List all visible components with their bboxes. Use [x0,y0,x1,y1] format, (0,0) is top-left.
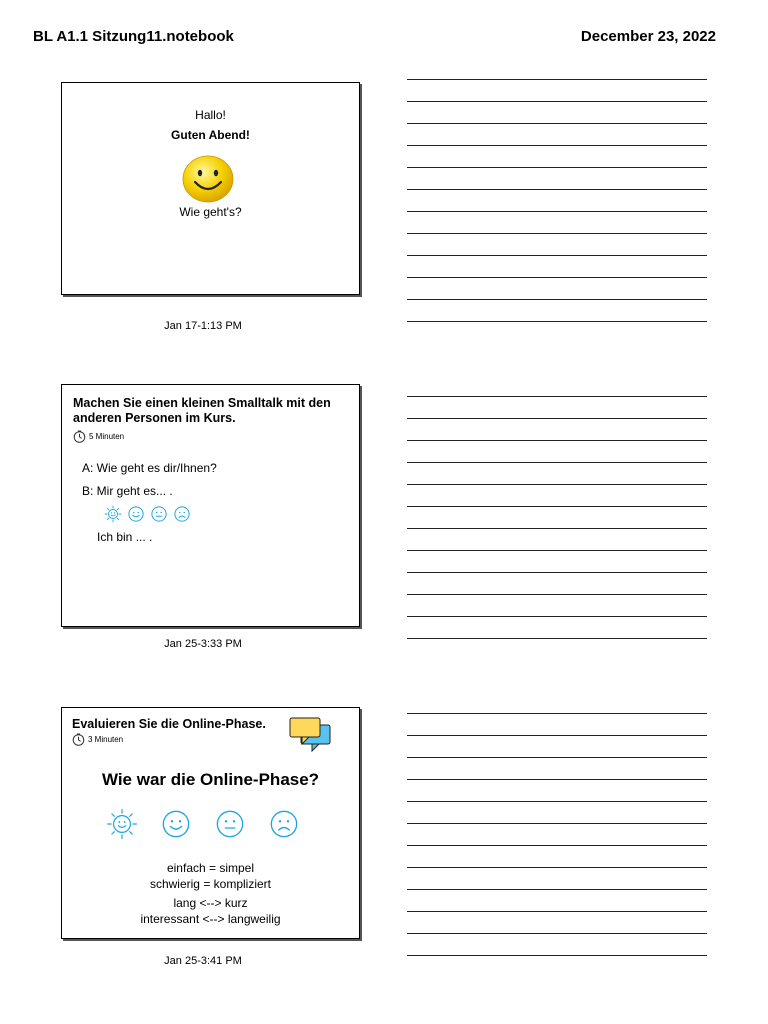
sunny-smile-icon [104,505,122,523]
slide-2[interactable] [61,384,360,627]
slide-3-timestamp: Jan 25-3:41 PM [164,955,242,967]
evaluation-question: Wie war die Online-Phase? [101,770,320,789]
dialogue-line-b: B: Mir geht es... . [82,484,173,498]
ich-bin-text: Ich bin ... . [97,530,153,544]
evening-greeting: Guten Abend! [171,128,250,142]
timer [72,733,123,746]
smiley-face-icon [182,155,234,203]
slide-1-timestamp: Jan 17-1:13 PM [164,320,242,332]
vocab-pair: schwierig = kompliziert [149,877,272,891]
timer-label: 5 Minuten [89,432,125,441]
vocab-pair: lang <--> kurz [173,896,248,910]
clock-icon [72,733,85,746]
sad-face-icon [268,808,300,840]
slide-3[interactable] [61,707,360,939]
clock-icon [73,430,86,443]
greeting-text: Hallo! [195,108,226,122]
document-title: BL A1.1 Sitzung11.notebook [33,28,234,45]
slide-2-timestamp: Jan 25-3:33 PM [164,638,242,650]
vocab-pair: einfach = simpel [166,861,255,875]
how-are-you-text: Wie geht's? [179,205,242,219]
dialogue-line-a: A: Wie geht es dir/Ihnen? [82,461,217,475]
vocabulary-pairs [62,860,359,927]
document-date: December 23, 2022 [580,28,716,45]
slide-3-title: Evaluieren Sie die Online-Phase. [72,717,266,731]
sunny-smile-icon [106,808,138,840]
chat-bubbles-icon [288,716,332,754]
slide-2-title: Machen Sie einen kleinen Smalltalk mit den anderen Personen im Kurs. [73,396,331,425]
smile-icon [127,505,145,523]
neutral-face-icon [150,505,168,523]
timer-label: 3 Minuten [88,735,124,744]
timer [73,430,124,443]
mood-icons [106,808,300,840]
smile-icon [160,808,192,840]
vocab-pair: interessant <--> langweilig [140,912,281,926]
sad-face-icon [173,505,191,523]
mood-icons [104,505,191,523]
slide-1[interactable] [61,82,360,295]
neutral-face-icon [214,808,246,840]
